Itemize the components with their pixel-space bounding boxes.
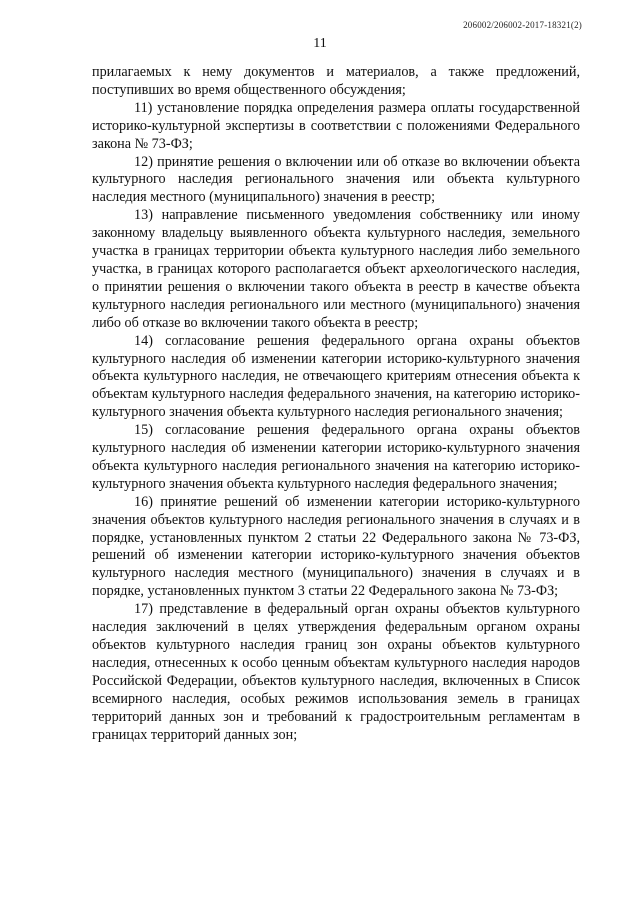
document-id: 206002/206002-2017-18321(2) (463, 20, 582, 30)
page-number: 11 (313, 36, 327, 51)
paragraph-continuation: прилагаемых к нему документов и материалов, а также предложений, поступивших во время общественного обсуждения; (92, 64, 580, 98)
paragraph-item-11: 11) установление порядка определения размера оплаты государственной историко-культурной экспертизы в соответствии с положениями Федерального закона № 73-ФЗ; (92, 99, 580, 152)
paragraph-item-12: 12) принятие решения о включении или об отказе во включении объекта культурного наследия регионального значения или объекта культурного наследия местного (муниципального) значения в реестр; (92, 153, 580, 206)
paragraph-item-17: 17) представление в федеральный орган охраны объектов культурного наследия заключений в целях утверждения федеральным органом охраны объектов культурного наследия границ зон охраны объектов культурного наследия, отнесенных к особо ценным объектам культурного наследия народов Российской Федерации, объектов культурного наследия, включенных в Список всемирного наследия, особых режимов использования земель в границах территорий данных зон и требований к градостроительным регламентам в границах территорий данных зон; (92, 601, 580, 743)
paragraph-item-16: 16) принятие решений об изменении категории историко-культурного значения объектов культурного наследия регионального значения в случаях и в порядке, установленных пунктом 2 статьи 22 Федерального закона № 73-ФЗ, решений об изменении категории историко-культурного значения объектов культурного наследия местного (муниципального) значения в случаях и в порядке, установленных пунктом 3 статьи 22 Федерального закона № 73-ФЗ; (92, 493, 580, 600)
paragraph-item-13: 13) направление письменного уведомления собственнику или иному законному владельцу выявленного объекта культурного наследия, земельного участка в границах территории объекта культурного наследия либо земельного участка, в границах которого располагается объект археологического наследия, о принятии решения о включении такого объекта в реестр в качестве объекта культурного наследия регионального или местного (муниципального) значения либо об отказе во включении такого объекта в реестр; (92, 207, 580, 331)
document-body (92, 64, 580, 744)
paragraph-item-15: 15) согласование решения федерального органа охраны объектов культурного наследия об изменении категории историко-культурного значения объекта культурного наследия регионального значения на категорию историко-культурного значения объекта культурного наследия федерального значения; (92, 422, 580, 492)
paragraph-item-14: 14) согласование решения федерального органа охраны объектов культурного наследия об изменении категории историко-культурного значения объекта культурного наследия, не отвечающего критериям отнесения объекта к объектам культурного наследия федерального значения, на категорию историко-культурного значения объекта культурного наследия регионального значения; (92, 332, 580, 421)
